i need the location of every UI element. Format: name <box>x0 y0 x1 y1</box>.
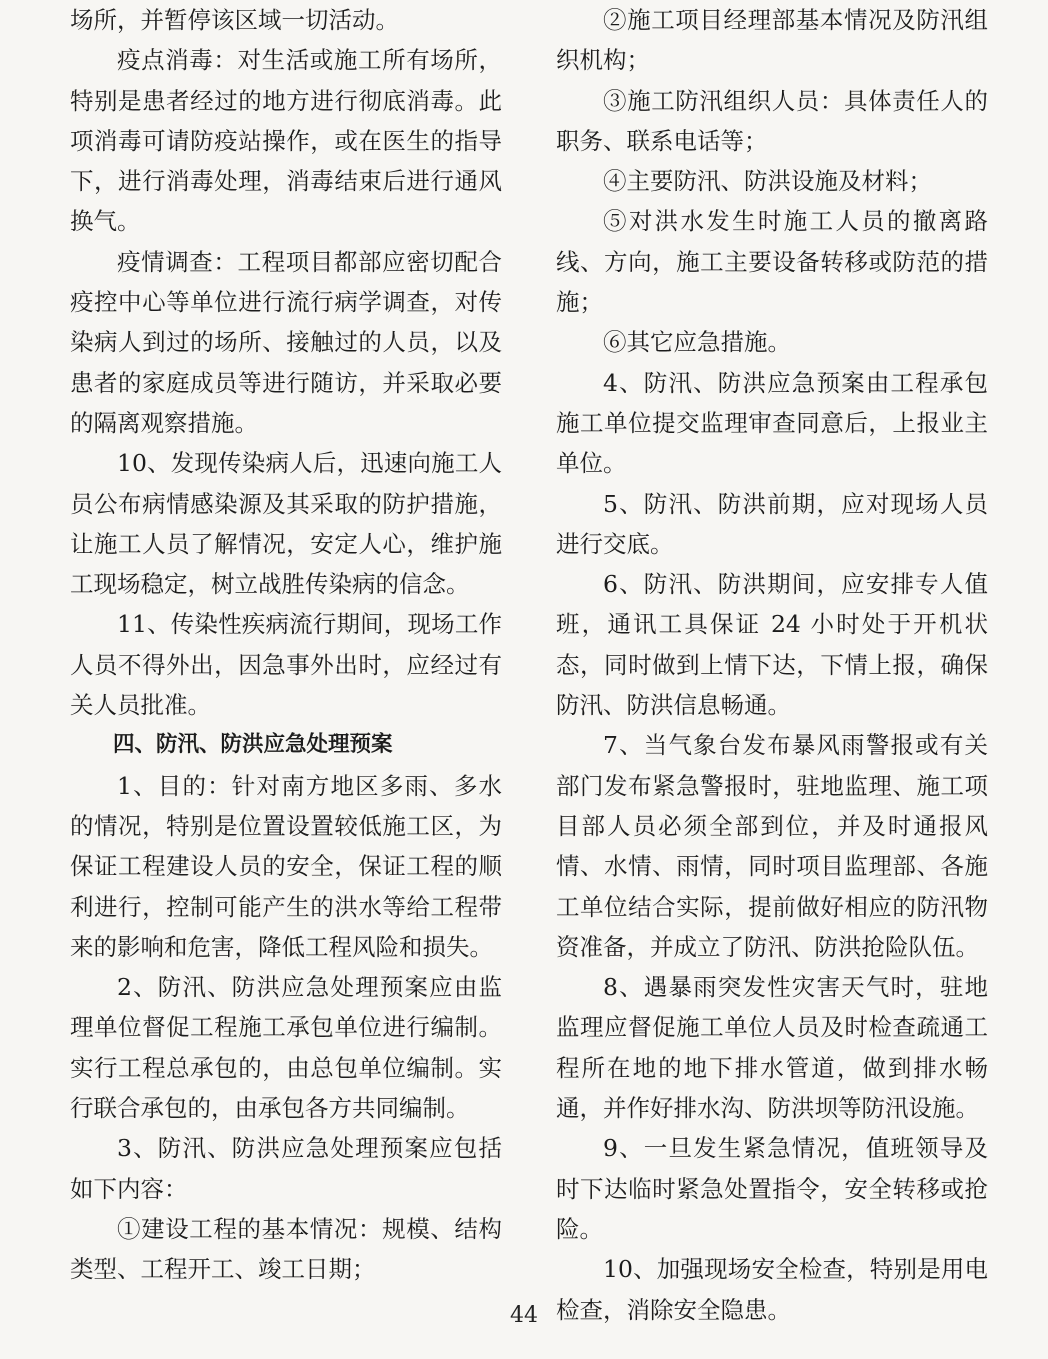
right-column <box>556 0 988 1330</box>
paragraph: ⑥其它应急措施。 <box>603 328 791 357</box>
paragraph: ①建设工程的基本情况：规模、结构类型、工程开工、竣工日期； <box>70 1214 502 1284</box>
paragraph: 9、一旦发生紧急情况，值班领导及时下达临时紧急处置指令，安全转移或抢险。 <box>556 1134 988 1243</box>
paragraph: ④主要防汛、防洪设施及材料； <box>603 167 932 196</box>
paragraph: 4、防汛、防洪应急预案由工程承包施工单位提交监理审查同意后，上报业主单位。 <box>556 368 988 478</box>
paragraph: 疫点消毒：对生活或施工所有场所，特别是患者经过的地方进行彻底消毒。此项消毒可请防疫站操作，或在医生的指导下，进行消毒处理，消毒结束后进行通风换气。 <box>70 46 502 236</box>
paragraph: 8、遇暴雨突发性灾害天气时，驻地监理应督促施工单位人员及时检查疏通工程所在地的地下排水管道，做到排水畅通，并作好排水沟、防洪坝等防汛设施。 <box>556 973 988 1123</box>
paragraph: 3、防汛、防洪应急处理预案应包括如下内容： <box>70 1134 502 1203</box>
paragraph: 6、防汛、防洪期间，应安排专人值班，通讯工具保证 24 小时处于开机状态，同时做到上情下达，下情上报，确保防汛、防洪信息畅通。 <box>556 570 988 720</box>
paragraph: 10、加强现场安全检查，特别是用电检查，消除安全隐患。 <box>556 1255 988 1324</box>
paragraph: ⑤对洪水发生时施工人员的撤离路线、方向，施工主要设备转移或防范的措施； <box>556 207 988 317</box>
paragraph: 5、防汛、防洪前期，应对现场人员进行交底。 <box>556 489 988 558</box>
paragraph: 11、传染性疾病流行期间，现场工作人员不得外出，因急事外出时，应经过有关人员批准。 <box>70 610 502 720</box>
paragraph: 1、目的：针对南方地区多雨、多水的情况，特别是位置设置较低施工区，为保证工程建设人员的安全，保证工程的顺利进行，控制可能产生的洪水等给工程带来的影响和危害，降低工程风险和损失。 <box>70 771 502 961</box>
paragraph: 7、当气象台发布暴风雨警报或有关部门发布紧急警报时，驻地监理、施工项目部人员必须全部到位，并及时通报风情、水情、雨情，同时项目监理部、各施工单位结合实际，提前做好相应的防汛物资准备，并成立了防汛、防洪抢险队伍。 <box>556 731 988 961</box>
section-heading: 四、防汛、防洪应急处理预案 <box>113 732 393 758</box>
left-column <box>70 0 502 1290</box>
paragraph: ②施工项目经理部基本情况及防汛组织机构； <box>556 6 988 75</box>
paragraph: 疫情调查：工程项目都部应密切配合疫控中心等单位进行流行病学调查，对传染病人到过的场所、接触过的人员，以及患者的家庭成员等进行随访，并采取必要的隔离观察措施。 <box>70 247 502 437</box>
paragraph: ③施工防汛组织人员：具体责任人的职务、联系电话等； <box>556 86 988 155</box>
paragraph: 场所，并暂停该区域一切活动。 <box>70 6 399 34</box>
page-number: 44 <box>510 1303 538 1328</box>
paragraph: 2、防汛、防洪应急处理预案应由监理单位督促工程施工承包单位进行编制。实行工程总承包的，由总包单位编制。实行联合承包的，由承包各方共同编制。 <box>70 973 502 1123</box>
paragraph: 10、发现传染病人后，迅速向施工人员公布病情感染源及其采取的防护措施，让施工人员了解情况，安定人心，维护施工现场稳定，树立战胜传染病的信念。 <box>70 449 502 599</box>
